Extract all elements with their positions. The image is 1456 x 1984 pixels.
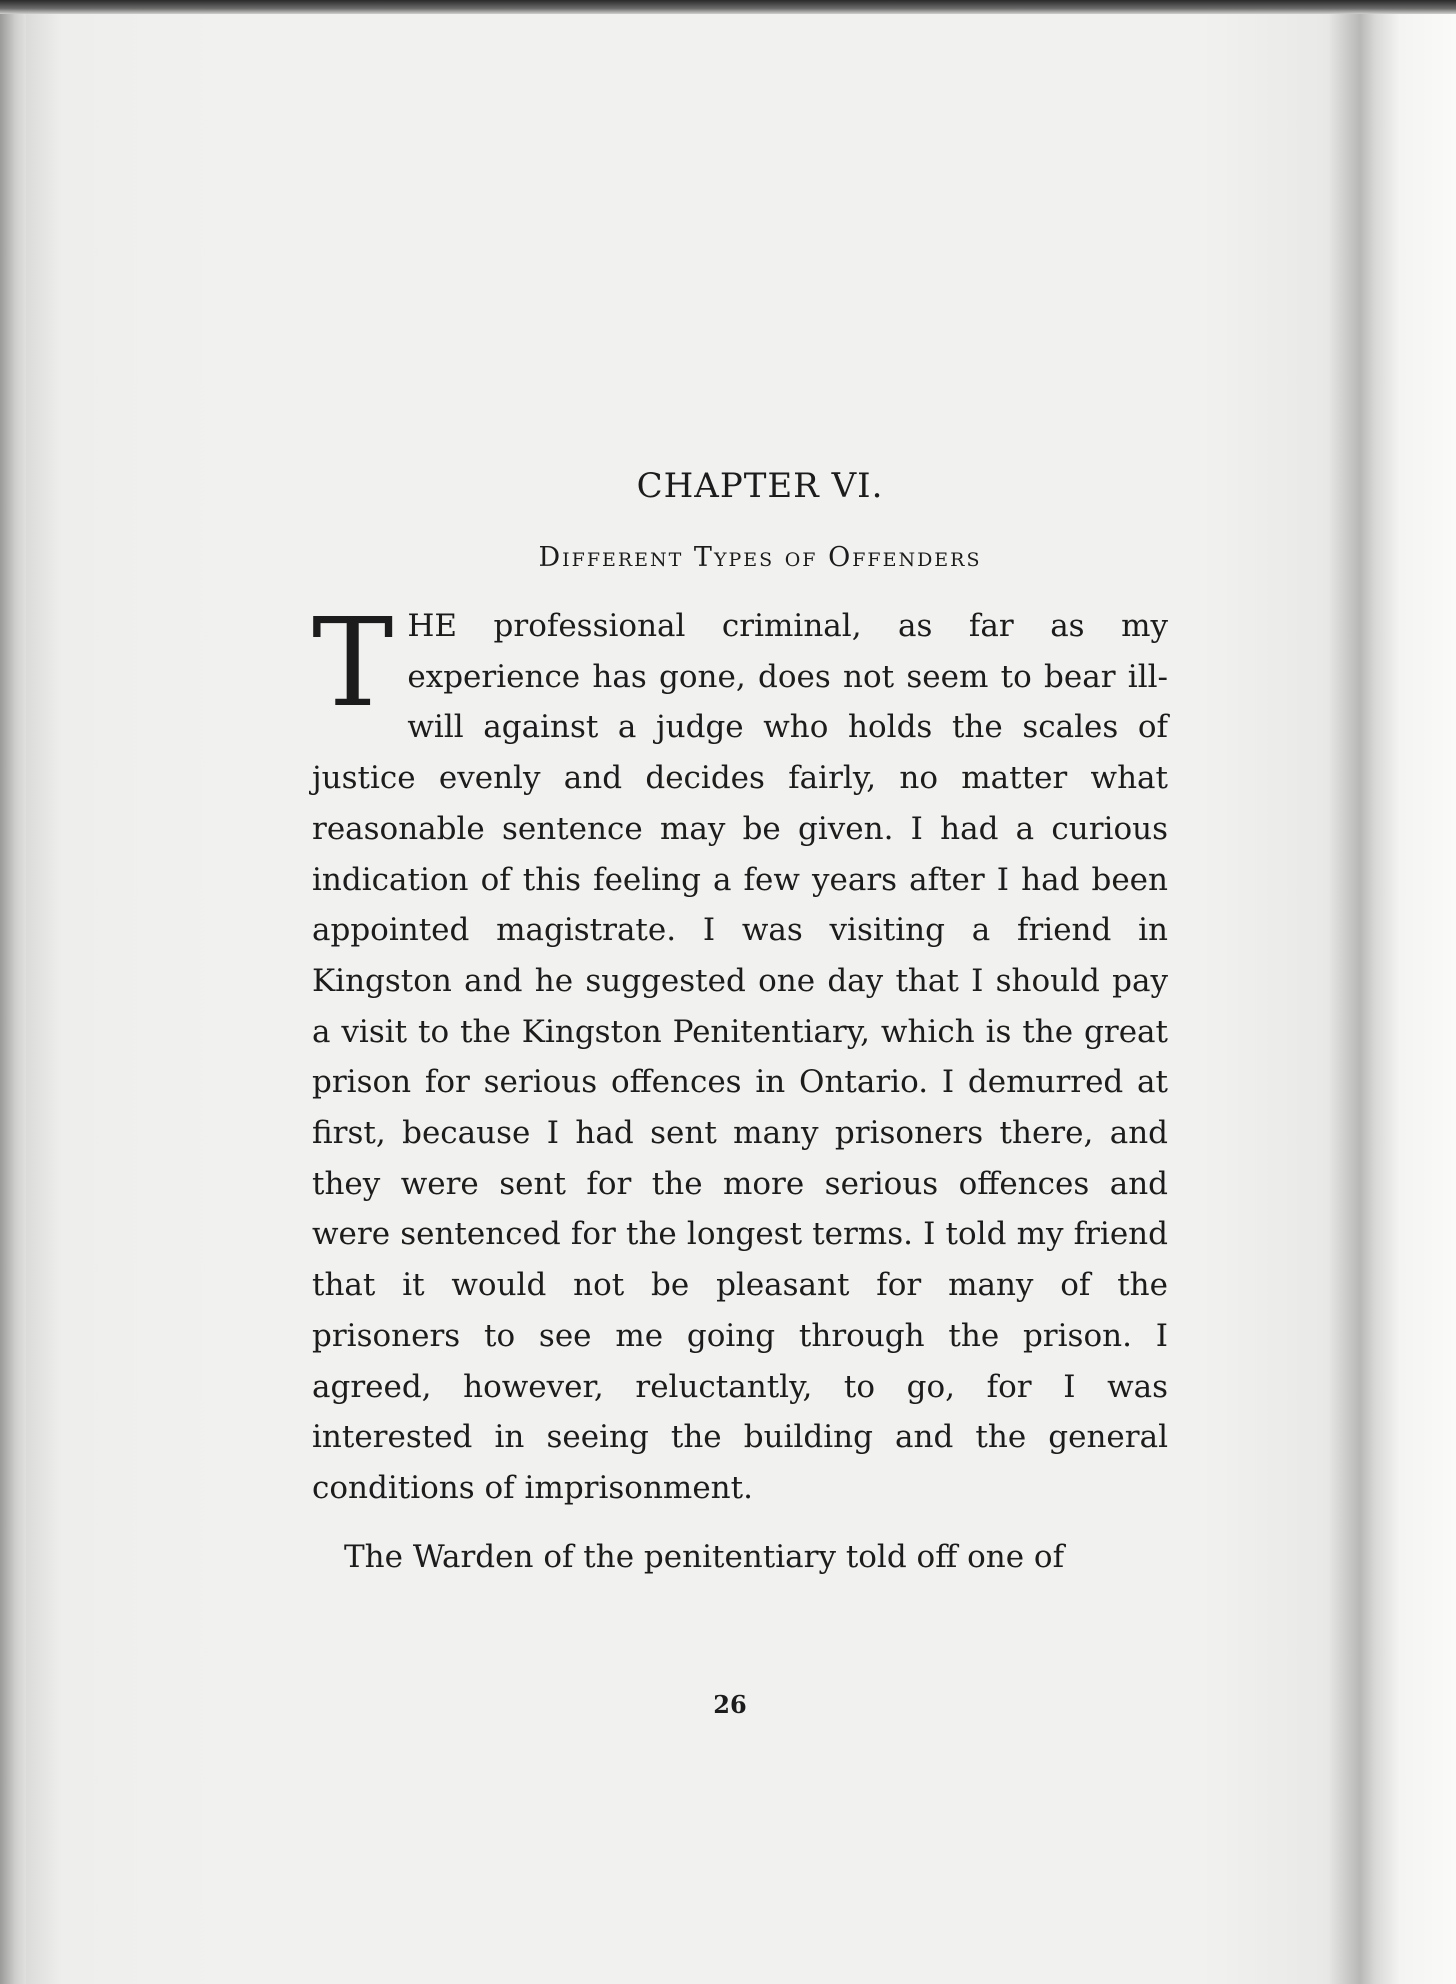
page-right-edge xyxy=(1330,0,1456,1984)
page-left-edge xyxy=(0,0,26,1984)
paragraph-1 xyxy=(312,592,1168,1514)
page-top-edge xyxy=(0,0,1456,14)
page-number: 26 xyxy=(713,1690,747,1719)
chapter-subtitle: Different Types of Offenders xyxy=(538,542,982,573)
text-block xyxy=(312,466,1168,1582)
paragraph-2: The Warden of the penitentiary told off one of xyxy=(344,1538,1065,1575)
paragraph-1-text: professional criminal, as far as my experience has gone, does not seem to bear ill-will against a judge who holds the scales of justice evenly and decides fairly, no matter what reasonable sentence may be given. I had a curious indication of this feeling a few years after I had been appointed magistrate. I was visiting a friend in Kingston and he suggested one day that I should pay a visit to the Kingston Penitentiary, which is the great prison for serious offences in Ontario. I demurred at first, because I had sent many prisoners there, and they were sent for the more serious offences and were sentenced for the longest terms. I told my friend that it would not be pleasant for many of the prisoners to see me going through the prison. I agreed, however, reluctantly, to go, for I was interested in seeing the building and the general conditions of imprisonment. xyxy=(312,608,1168,1506)
drop-cap: T xyxy=(312,592,394,734)
lead-word: HE xyxy=(407,608,458,644)
chapter-heading: CHAPTER VI. xyxy=(636,466,884,506)
